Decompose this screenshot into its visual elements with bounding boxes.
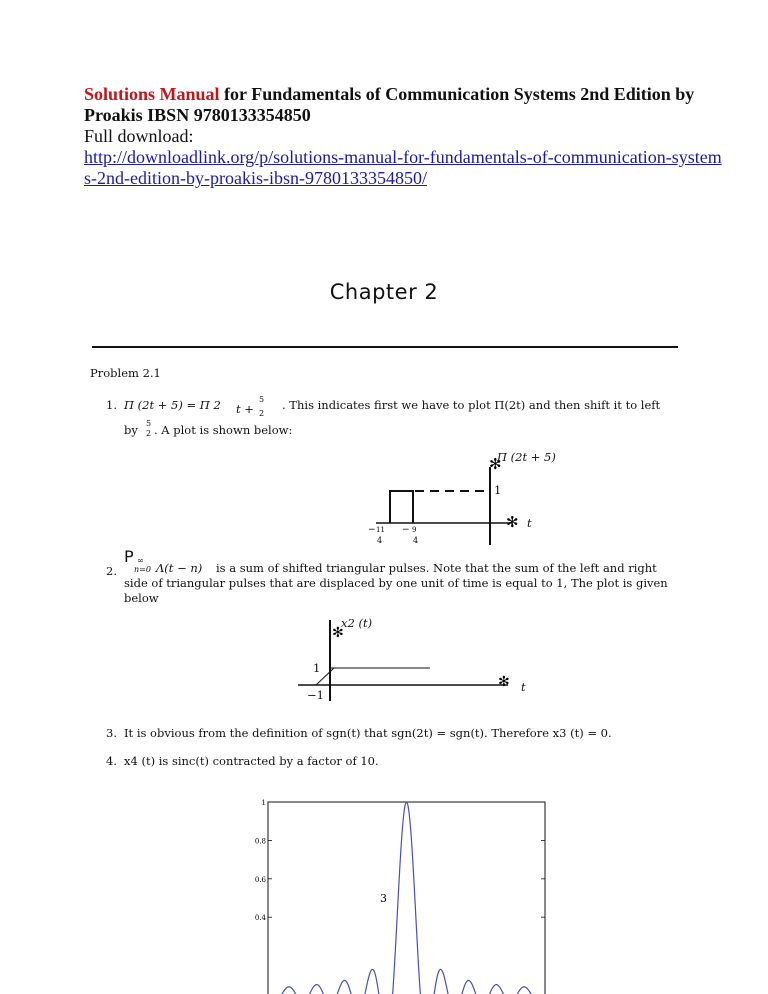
plot2-y-arrow-glyph: ✻: [332, 625, 344, 641]
plot1-t-arrow-glyph: ✻: [506, 513, 519, 531]
item-1-text-prefix: by: [124, 423, 138, 437]
item-1-frac-num: 5: [259, 395, 265, 404]
plot1-tick-right-minus: −: [402, 525, 410, 535]
plot2-label: x2 (t): [341, 616, 373, 630]
item-3-text: It is obvious from the definition of sgn(t) that sgn(2t) = sgn(t). Therefore x3 (t) = 0.: [124, 726, 612, 740]
section-divider: [92, 346, 678, 348]
chart-frame: [268, 802, 545, 994]
item-2-sum-symbol: P: [124, 547, 134, 566]
plot1-rect-pulse: [390, 491, 413, 523]
item-2-number: 2.: [106, 564, 117, 578]
item-2-sum-lower: n=0: [134, 565, 151, 574]
title-line: [84, 84, 724, 126]
plot2-t-arrow-glyph: ✻: [498, 674, 510, 690]
y-tick-label: 0.6: [254, 875, 266, 884]
download-link[interactable]: http://downloadlink.org/p/solutions-manual-for-fundamentals-of-communication-systems-2nd-edition-by-proakis-ibsn-9780133354850/: [84, 147, 722, 188]
plot1-level-label: 1: [494, 483, 502, 497]
y-tick-label: 0.4: [254, 914, 266, 923]
y-tick-label: 0.8: [254, 837, 266, 846]
title-red: Solutions Manual: [84, 84, 220, 104]
item-2-sum-upper: ∞: [137, 556, 144, 565]
plot1-tick-left-minus: −: [368, 525, 376, 535]
item-2-text-line1: is a sum of shifted triangular pulses. Note that the sum of the left and right: [216, 561, 657, 575]
item-4-number: 4.: [106, 754, 117, 768]
item-1-text-line1: . This indicates first we have to plot Π(2t) and then shift it to left: [282, 398, 661, 412]
item-2-expr: Λ(t − n): [156, 561, 203, 575]
plot1-tick-left-num: 11: [376, 526, 385, 534]
document-header: [84, 84, 724, 189]
item-1-by-den: 2: [146, 429, 152, 438]
plot2-level-label: 1: [313, 661, 321, 675]
item-1-eq-left: Π (2t + 5) = Π 2: [124, 398, 221, 412]
plot1-tick-right-den: 4: [413, 536, 419, 545]
item-2-text-line3: below: [124, 591, 159, 605]
item-4-text: x4 (t) is sinc(t) contracted by a factor of 10.: [124, 754, 379, 768]
title-rest: for Fundamentals of Communication Systems 2nd Edition by Proakis IBSN 9780133354850: [84, 84, 695, 125]
plot-sum-triangles: [290, 615, 530, 705]
item-1-text-rest: . A plot is shown below:: [154, 423, 293, 437]
plot1-tick-left-den: 4: [377, 536, 383, 545]
item-1-t-plus: t +: [236, 402, 254, 416]
item-1-frac-den: 2: [259, 409, 265, 418]
y-tick-label: 1: [261, 799, 266, 807]
problem-label: Problem 2.1: [90, 366, 161, 380]
item-1-by-num: 5: [146, 419, 152, 428]
chart-annotation: 3: [380, 892, 387, 905]
plot2-axis-label: t: [521, 680, 526, 694]
item-1-number: 1.: [106, 398, 117, 412]
plot1-tick-right-num: 9: [412, 526, 417, 534]
chapter-title: Chapter 2: [329, 280, 439, 304]
sinc-chart: [240, 790, 560, 994]
plot1-label: Π (2t + 5): [497, 450, 556, 464]
plot2-neg-tick: −1: [307, 688, 324, 702]
item-3-number: 3.: [106, 726, 117, 740]
sinc-series-line: [268, 802, 545, 994]
item-2-text-line2: side of triangular pulses that are displaced by one unit of time is equal to 1, The plot is given: [124, 576, 668, 590]
full-download-label: Full download:: [84, 126, 194, 146]
plot1-y-arrow-glyph: ✻: [489, 455, 502, 473]
plot1-axis-label: t: [527, 516, 532, 530]
